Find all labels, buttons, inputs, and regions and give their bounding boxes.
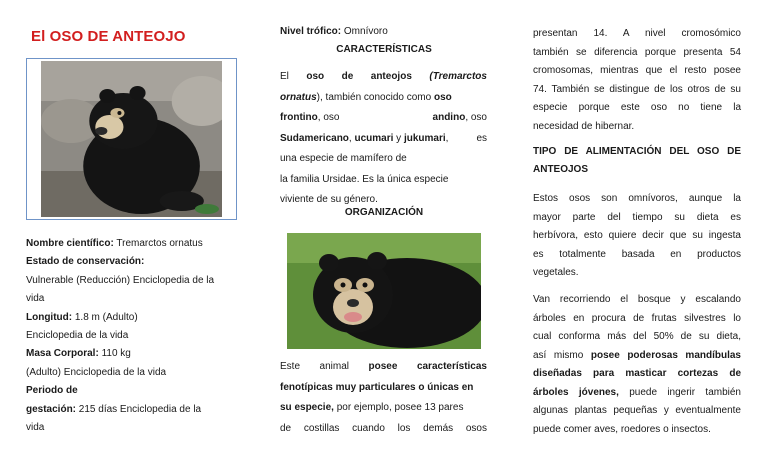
fact-length-source: Enciclopedia de la vida <box>26 330 129 342</box>
text-line <box>280 129 487 150</box>
text-line: la familia Ursidae. Es la única especie <box>280 173 449 185</box>
word: por ejemplo, posee 13 pares <box>333 402 464 413</box>
word: y <box>393 132 404 144</box>
fact-label: Nombre científico: <box>26 238 114 249</box>
word: ), también conocido como <box>316 91 432 103</box>
text-line: puede comer aves, roedores o insectos. <box>533 423 711 435</box>
scientific-name-text: (Tremarctos <box>429 71 487 82</box>
fact-conservation-value: Vulnerable (Reducción) Enciclopedia de la <box>26 274 215 286</box>
characteristics-paragraph <box>280 67 487 211</box>
text-line: diseñadas para masticar cortezas de <box>533 368 741 379</box>
bear-lying-image <box>287 233 481 349</box>
fact-scientific-name <box>26 235 236 253</box>
text-line: especie porque este oso no tiene la <box>533 102 741 113</box>
word: frontino <box>280 112 318 123</box>
section-heading-organizacion: ORGANIZACIÓN <box>344 207 424 218</box>
fact-conservation-value-2: vida <box>26 293 45 305</box>
text-line: fenotípicas muy particulares o únicas en <box>280 381 474 393</box>
facts-list <box>26 235 236 437</box>
bear-photo-sitting <box>26 58 237 220</box>
word: de <box>341 71 354 82</box>
chromosome-paragraph <box>533 25 741 136</box>
text-line: también se diferencia porque presenta 54 <box>533 46 741 58</box>
fact-value: 110 kg <box>98 348 131 360</box>
scientific-name-text: ornatus <box>280 91 317 103</box>
word: oso <box>306 71 325 82</box>
text-line <box>533 347 741 366</box>
organization-paragraph <box>280 357 487 439</box>
trophic-level-value: Omnívoro <box>341 26 388 37</box>
word: animal <box>319 361 349 372</box>
fact-mass-source: (Adulto) Enciclopedia de la vida <box>26 366 167 378</box>
word: Este <box>280 361 301 372</box>
trophic-level-label: Nivel trófico: <box>280 26 342 37</box>
word: ucumari <box>354 132 394 144</box>
page-title: El OSO DE ANTEOJO <box>31 28 186 45</box>
text-line <box>280 67 487 88</box>
fact-value: 215 días Enciclopedia de la <box>76 403 202 415</box>
trophic-level <box>280 26 388 37</box>
text-line: mayor parte del tiempo su dieta es <box>533 211 741 223</box>
fact-value: 1.8 m (Adulto) <box>72 311 138 323</box>
bear-photo-lying <box>287 233 481 349</box>
text-line: cromosomas, mientras que el resto posee <box>533 65 741 76</box>
fact-gestation <box>26 401 236 419</box>
word: El <box>280 71 289 82</box>
fact-label: Longitud: <box>26 311 73 323</box>
word: posee poderosas mandíbulas <box>590 349 741 361</box>
text-line: herbívora, esto quiere decir que su ingesta <box>533 230 741 241</box>
fact-label: Periodo de <box>26 385 78 397</box>
word: Sudamericano <box>280 132 349 144</box>
text-line: vegetales. <box>533 267 579 278</box>
word: , <box>348 132 352 144</box>
heading-line: TIPO DE ALIMENTACIÓN DEL OSO DE <box>533 146 741 157</box>
text-line: es totalmente basada en productos <box>533 248 741 260</box>
word: árboles jóvenes, <box>533 386 619 398</box>
bear-sitting-image <box>41 61 222 217</box>
fact-value: Tremarctos ornatus <box>113 238 203 249</box>
text-line <box>280 108 487 129</box>
word: puede ingerir también <box>618 386 741 398</box>
word: su especie, <box>280 402 334 413</box>
text-line <box>280 398 487 419</box>
word: oso <box>433 91 452 103</box>
text-line: viviente de su género. <box>280 194 378 205</box>
text-line: 74. También se distingue de los otros de su <box>533 83 741 95</box>
word: , oso <box>465 112 487 123</box>
text-line: árboles en procura de frutas silvestres lo <box>533 312 741 324</box>
fact-conservation-label <box>26 253 236 271</box>
text-line: Estos osos son omnívoros, aunque la <box>533 193 741 204</box>
fact-label: gestación: <box>26 403 77 415</box>
foraging-paragraph <box>533 291 741 439</box>
heading-line: ANTEOJOS <box>533 164 589 175</box>
word: jukumari <box>403 132 446 144</box>
section-heading-caracteristicas: CARACTERÍSTICAS <box>336 44 432 55</box>
section-heading-alimentacion <box>533 143 741 179</box>
word: , oso <box>317 112 340 123</box>
fact-length <box>26 309 236 327</box>
text-line: de costillas cuando los demás osos <box>280 422 487 434</box>
text-line: algunas plantas pequeñas y eventualmente <box>533 405 741 416</box>
text-line: necesidad de hibernar. <box>533 120 635 132</box>
text-line: cual conforma más del 50% de su dieta, <box>533 331 741 342</box>
word: , <box>445 132 449 144</box>
text-line: Van recorriendo el bosque y escalando <box>533 294 741 305</box>
text-line: una especie de mamífero de <box>280 153 407 164</box>
text-line: presentan 14. A nivel cromosómico <box>533 28 741 39</box>
word: así mismo <box>533 349 591 361</box>
fact-label: Masa Corporal: <box>26 348 99 360</box>
word: es <box>476 132 487 144</box>
word: posee <box>368 361 398 372</box>
fact-gestation-value-2: vida <box>26 422 45 434</box>
diet-paragraph <box>533 190 741 283</box>
fact-label: Estado de conservación: <box>26 256 145 268</box>
text-line <box>280 357 487 378</box>
fact-mass <box>26 345 236 363</box>
text-line <box>533 384 741 403</box>
fact-period-label <box>26 382 236 400</box>
word: características <box>416 361 487 372</box>
word: anteojos <box>370 71 412 82</box>
word: andino <box>432 112 466 123</box>
text-line <box>280 88 487 109</box>
